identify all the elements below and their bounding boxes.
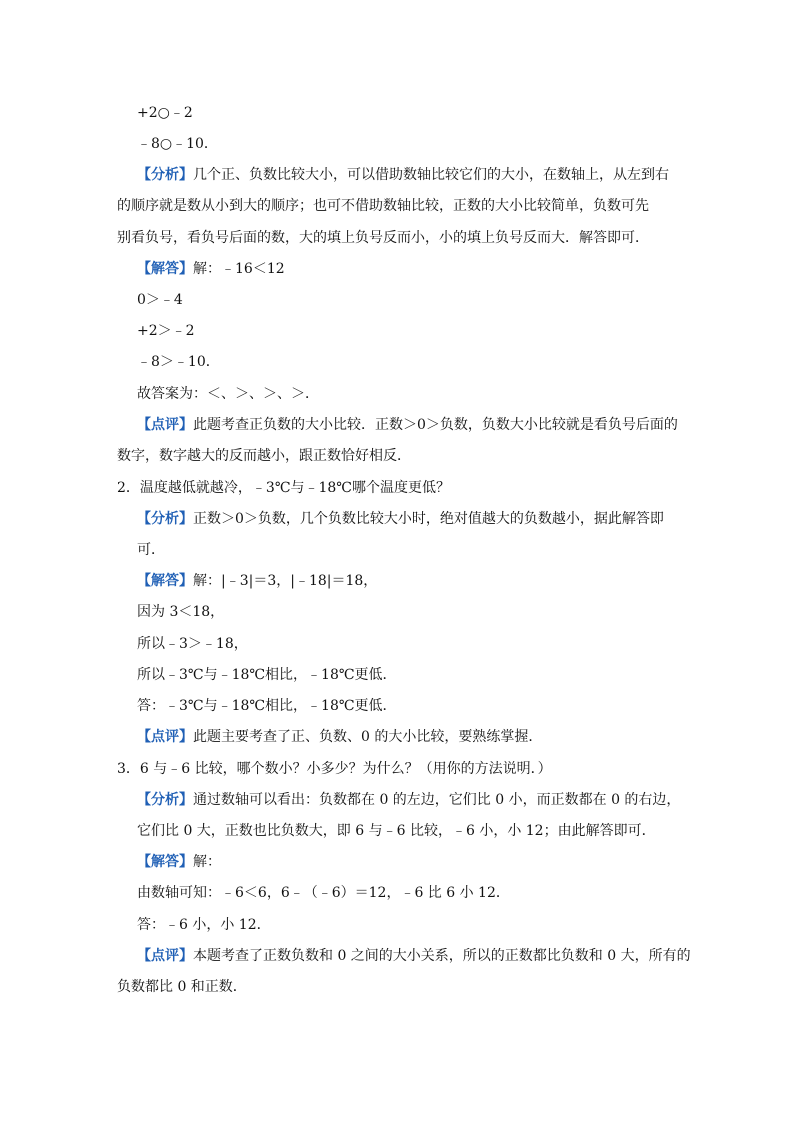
analysis-text: 别看负号，看负号后面的数，大的填上负号反而小，小的填上负号反而大．解答即可．	[117, 230, 649, 246]
answer-step: 所以﹣3℃与﹣18℃相比，﹣18℃更低．	[137, 667, 397, 683]
answer-paragraph	[137, 852, 221, 872]
analysis-paragraph	[137, 790, 680, 810]
question-2: 2．温度越低就越冷，﹣3℃与﹣18℃哪个温度更低？	[117, 480, 450, 496]
analysis-tag: 【分析】	[137, 511, 193, 527]
analysis-text: 可．	[137, 542, 165, 558]
analysis-text: 它们比 0 大，正数也比负数大，即 6 与﹣6 比较，﹣6 小，小 12；由此解答即可．	[137, 823, 656, 839]
answer-step: 答：﹣6 小，小 12．	[137, 917, 271, 933]
answer-step: ﹣8＞﹣10．	[137, 354, 220, 370]
text-line: +2○﹣2	[137, 105, 193, 121]
answer-tag: 【解答】	[137, 854, 193, 870]
analysis-text: 通过数轴可以看出：负数都在 0 的左边，它们比 0 小，而正数都在 0 的右边，	[193, 792, 681, 808]
analysis-text: 正数＞0＞负数，几个负数比较大小时，绝对值越大的负数越小，据此解答即	[193, 511, 664, 527]
answer-text: 解：	[193, 854, 221, 870]
answer-step: +2＞﹣2	[137, 323, 195, 339]
answer-paragraph	[137, 259, 285, 279]
comment-text: 数字，数字越大的反而越小，跟正数恰好相反．	[117, 448, 411, 464]
comment-text: 此题考查正负数的大小比较．正数＞0＞负数，负数大小比较就是看负号后面的	[193, 417, 678, 433]
comment-paragraph	[137, 946, 691, 966]
analysis-text: 的顺序就是数从小到大的顺序；也可不借助数轴比较，正数的大小比较简单，负数可先	[117, 198, 649, 214]
comment-paragraph	[137, 415, 678, 435]
comment-text: 此题主要考查了正、负数、0 的大小比较，要熟练掌握．	[193, 729, 543, 745]
answer-step: 0＞﹣4	[137, 292, 183, 308]
answer-paragraph	[137, 571, 377, 591]
answer-step: 答：﹣3℃与﹣18℃相比，﹣18℃更低．	[137, 698, 397, 714]
comment-tag: 【点评】	[137, 948, 193, 964]
answer-step: 因为 3＜18，	[137, 604, 225, 620]
comment-text: 本题考查了正数负数和 0 之间的大小关系，所以的正数都比负数和 0 大，所有的	[193, 948, 691, 964]
question-3: 3．6 与﹣6 比较，哪个数小？小多少？为什么？（用你的方法说明．）	[117, 761, 552, 777]
comment-tag: 【点评】	[137, 729, 193, 745]
answer-text: 解：﹣16＜12	[193, 261, 285, 277]
text-line: ﹣8○﹣10．	[137, 136, 218, 152]
answer-text: 解：|﹣3|＝3，|﹣18|＝18，	[193, 573, 378, 589]
answer-tag: 【解答】	[137, 573, 193, 589]
answer-tag: 【解答】	[137, 261, 193, 277]
comment-tag: 【点评】	[137, 417, 193, 433]
comment-paragraph	[137, 727, 542, 747]
answer-step: 所以﹣3＞﹣18，	[137, 636, 248, 652]
answer-step: 故答案为：＜、＞、＞、＞．	[137, 386, 319, 402]
analysis-text: 几个正、负数比较大小，可以借助数轴比较它们的大小，在数轴上，从左到右	[193, 167, 669, 183]
analysis-tag: 【分析】	[137, 167, 193, 183]
comment-text: 负数都比 0 和正数．	[117, 979, 247, 995]
analysis-tag: 【分析】	[137, 792, 193, 808]
answer-step: 由数轴可知：﹣6＜6，6﹣（﹣6）＝12，﹣6 比 6 小 12．	[137, 885, 510, 901]
analysis-paragraph	[137, 509, 664, 529]
analysis-paragraph	[137, 165, 669, 185]
